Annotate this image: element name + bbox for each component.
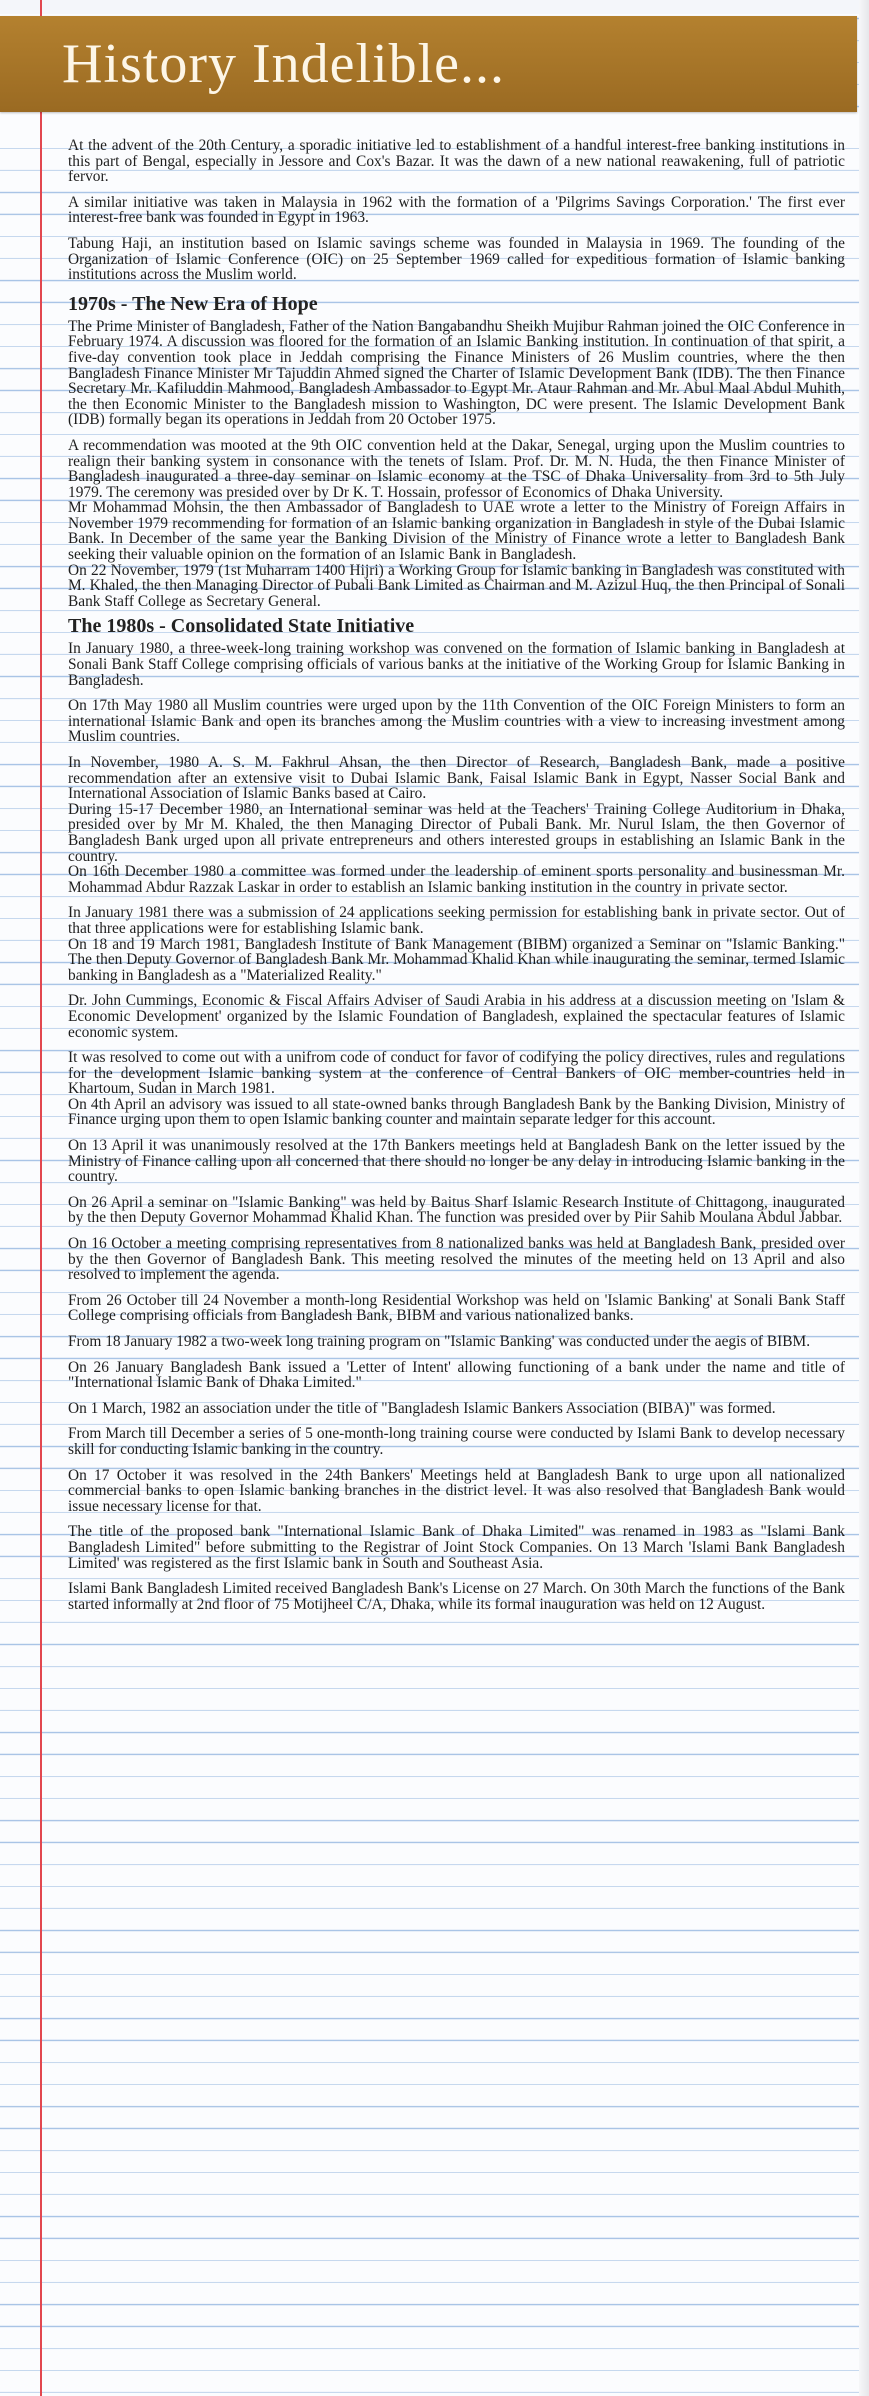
paragraph: Tabung Haji, an institution based on Islamic savings scheme was founded in Malaysia in 1969. The founding of the Organization of Islamic Conference (OIC) on 25 September 1969 called for expeditious formation of Islamic banking institutions across the Muslim world. xyxy=(68,234,845,284)
paragraph: It was resolved to come out with a unifrom code of conduct for favor of codifying the policy directives, rules and regulations for the development Islamic banking system at the conference of Central Bankers of OIC member-countries held in Khartoum, Sudan in March 1981. xyxy=(68,1049,845,1098)
paragraph: On 26 April a seminar on "Islamic Banking" was held by Baitus Sharf Islamic Research Institute of Chittagong, inaugurated by the then Deputy Governor Mohammad Khalid Khan. The function was presided over by Piir Sahib Moulana Abdul Jabbar. xyxy=(68,1193,845,1227)
paragraph: From March till December a series of 5 one-month-long training course were conducted by Islami Bank to develop necessary skill for conducting Islamic banking in the country. xyxy=(68,1425,845,1458)
paragraph: In November, 1980 A. S. M. Fakhrul Ahsan, the then Director of Research, Bangladesh Bank, made a positive recommendation after an extensive visit to Dubai Islamic Bank, Faisal Islamic Bank in Egypt, Nasser Social Bank and International Association of Islamic Banks based at Cairo. xyxy=(68,754,845,803)
paragraph: On 16 October a meeting comprising representatives from 8 nationalized banks was held at Bangladesh Bank, presided over by the then Governor of Bangladesh Bank. This meeting resolved the minutes of the meeting held on 13 April and also resolved to implement the agenda. xyxy=(68,1235,845,1284)
paragraph: On 16th December 1980 a committee was formed under the leadership of eminent sports personality and businessman Mr. Mohammad Abdur Razzak Laskar in order to establish an Islamic banking institution in the country in private sector. xyxy=(68,863,845,896)
title-banner xyxy=(0,16,857,112)
paragraph: From 26 October till 24 November a month-long Residential Workshop was held on 'Islamic Banking' at Sonali Bank Staff College comprising officials from Bangladesh Bank, BIBM and various nationalized banks. xyxy=(68,1291,845,1325)
paragraph: In January 1981 there was a submission of 24 applications seeking permission for establishing bank in private sector. Out of that three applications were for establishing Islamic bank. xyxy=(68,904,845,937)
section-heading-1970s: 1970s - The New Era of Hope xyxy=(68,292,318,315)
paragraph: During 15-17 December 1980, an International seminar was held at the Teachers' Training College Auditorium in Dhaka, presided over by Mr M. Khaled, the then Managing Director of Pubali Bank. Mr. Nurul Islam, the then Governor of Bangladesh Bank urged upon all private entrepreneurs and others interested groups in establishing an Islamic Bank in the country. xyxy=(68,800,845,865)
paragraph: The Prime Minister of Bangladesh, Father of the Nation Bangabandhu Sheikh Mujibur Rahman joined the OIC Conference in February 1974. A discussion was floored for the formation of an Islamic Banking institution. In continuation of that spirit, a five-day convention took place in Jeddah comprising the Finance Ministers of 26 Muslim countries, where the then Bangladesh Finance Minister Mr Tajuddin Ahmed signed the Charter of Islamic Development Bank (IDB). The then Finance Secretary Mr. Kafiluddin Mahmood, Bangladesh Ambassador to Egypt Mr. Ataur Rahman and Mr. Abul Maal Abdul Muhith, the then Economic Minister to the Bangladesh mission to Washington, DC were present. The Islamic Development Bank (IDB) formally began its operations in Jeddah from 20 October 1975. xyxy=(68,317,845,429)
paragraph: On 1 March, 1982 an association under the title of "Bangladesh Islamic Bankers Association (BIBA)" was formed. xyxy=(68,1399,776,1417)
paragraph: Mr Mohammad Mohsin, the then Ambassador of Bangladesh to UAE wrote a letter to the Ministry of Foreign Affairs in November 1979 recommending for formation of an Islamic banking organization in Bangladesh in style of the Dubai Islamic Bank. In December of the same year the Banking Division of the Ministry of Finance wrote a letter to Bangladesh Bank seeking their valuable opinion on the formation of an Islamic Bank in Bangladesh. xyxy=(68,499,845,564)
page-title: History Indelible... xyxy=(62,33,506,95)
paragraph: On 26 January Bangladesh Bank issued a 'Letter of Intent' allowing functioning of a bank under the name and title of "International Islamic Bank of Dhaka Limited." xyxy=(68,1358,845,1392)
paragraph: On 18 and 19 March 1981, Bangladesh Institute of Bank Management (BIBM) organized a Seminar on "Islamic Banking." The then Deputy Governor of Bangladesh Bank Mr. Mohammad Khalid Khan while inaugurating the seminar, termed Islamic banking in Bangladesh as a "Materialized Reality." xyxy=(68,935,845,984)
paragraph: On 17th May 1980 all Muslim countries were urged upon by the 11th Convention of the OIC Foreign Ministers to form an international Islamic Bank and open its branches among the Muslim countries with a view to increasing investment among Muslim countries. xyxy=(68,697,845,746)
paragraph: On 4th April an advisory was issued to all state-owned banks through Bangladesh Bank by the Banking Division, Ministry of Finance urging upon them to open Islamic banking counter and maintain separate ledger for this account. xyxy=(68,1095,845,1129)
paragraph: On 17 October it was resolved in the 24th Bankers' Meetings held at Bangladesh Bank to urge upon all nationalized commercial banks to open Islamic banking branches in the district level. It was also resolved that Bangladesh Bank would issue necessary license for that. xyxy=(68,1466,845,1515)
red-margin-line xyxy=(40,0,42,2396)
paragraph: At the advent of the 20th Century, a sporadic initiative led to establishment of a handful interest-free banking institutions in this part of Bengal, especially in Jessore and Cox's Bazar. It was the dawn of a new national reawakening, full of patriotic fervor. xyxy=(68,137,845,186)
paragraph: From 18 January 1982 a two-week long training program on "Islamic Banking' was conducted under the aegis of BIBM. xyxy=(68,1333,811,1350)
paragraph: In January 1980, a three-week-long training workshop was convened on the formation of Islamic banking in Bangladesh at Sonali Bank Staff College comprising officials of various banks at the initiative of the Working Group for Islamic Banking in Bangladesh. xyxy=(68,640,845,689)
section-heading-1980s: The 1980s - Consolidated State Initiative xyxy=(68,615,415,638)
paragraph: Islami Bank Bangladesh Limited received Bangladesh Bank's License on 27 March. On 30th March the functions of the Bank started informally at 2nd floor of 75 Motijheel C/A, Dhaka, while its formal inauguration was held on 12 August. xyxy=(68,1580,845,1613)
paragraph: On 13 April it was unanimously resolved at the 17th Bankers meetings held at Bangladesh Bank on the letter issued by the Ministry of Finance calling upon all concerned that there should no longer be any delay in introducing Islamic banking in the country. xyxy=(68,1137,845,1186)
paragraph: The title of the proposed bank "International Islamic Bank of Dhaka Limited" was renamed in 1983 as "Islami Bank Bangladesh Limited" before submitting to the Registrar of Joint Stock Companies. On 13 March 'Islami Bank Bangladesh Limited' was registered as the first Islamic bank in South and Southeast Asia. xyxy=(68,1523,845,1572)
top-paper-strip xyxy=(0,0,869,14)
paragraph: On 22 November, 1979 (1st Muharram 1400 Hijri) a Working Group for Islamic banking in Bangladesh was constituted with M. Khaled, the then Managing Director of Pubali Bank Limited as Chairman and M. Azizul Huq, the then Principal of Sonali Bank Staff College as Secretary General. xyxy=(68,561,845,610)
paragraph: A similar initiative was taken in Malaysia in 1962 with the formation of a 'Pilgrims Savings Corporation.' The first ever interest-free bank was founded in Egypt in 1963. xyxy=(68,193,845,227)
paragraph: A recommendation was mooted at the 9th OIC convention held at the Dakar, Senegal, urging upon the Muslim countries to realign their banking system in consonance with the tenets of Islam. Prof. Dr. M. N. Huda, the then Finance Minister of Bangladesh inaugurated a three-day seminar on Islamic economy at the TSC of Dhaka Universality from 3rd to 5th July 1979. The ceremony was presided over by Dr K. T. Hossain, professor of Economics of Dhaka University. xyxy=(68,436,845,501)
paragraph: Dr. John Cummings, Economic & Fiscal Affairs Adviser of Saudi Arabia in his address at a discussion meeting on 'Islam & Economic Development' organized by the Islamic Foundation of Bangladesh, explained the spectacular features of Islamic economic system. xyxy=(68,992,845,1041)
article-body xyxy=(68,138,845,1622)
paper-right-edge xyxy=(859,0,869,2396)
